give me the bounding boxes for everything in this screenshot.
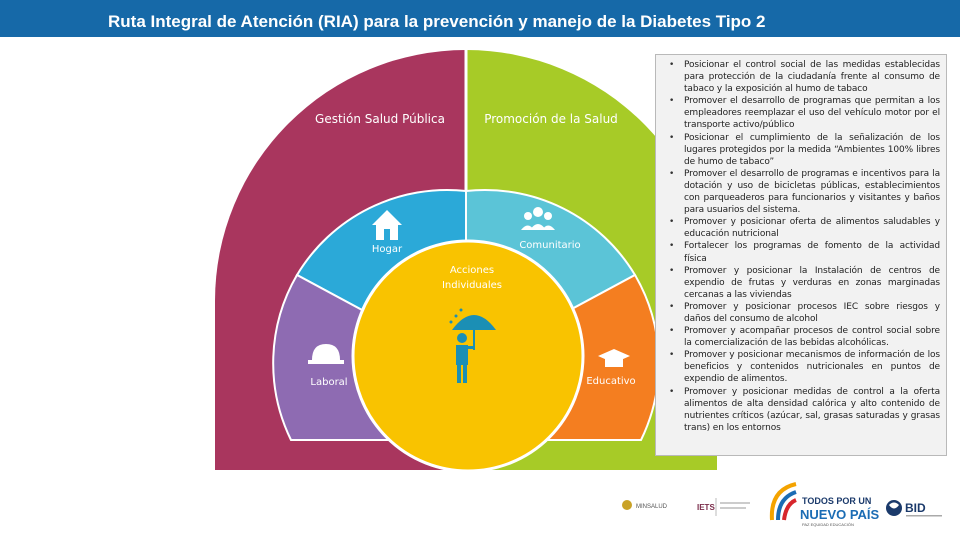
list-item: • Posicionar el control social de las medidas establecidas para protección de la ciudadanía frente al consumo de tabaco y la exposición al humo de tabaco: [666, 59, 940, 95]
iets-text: IETS: [697, 503, 715, 512]
nuevo-text: NUEVO PAÍS: [800, 507, 880, 522]
minsalud-logo: [622, 500, 668, 510]
list-item: • Promover el desarrollo de programas que permitan a los empleadores reemplazar el uso del vehículo motor por el transporte activo/público: [666, 95, 940, 131]
promocion-salud-label: Promoción de la Salud: [484, 112, 618, 126]
acciones-label-line2: Individuales: [441, 280, 503, 291]
bid-text: BID: [905, 501, 926, 515]
minsalud-text: MINSALUD: [636, 504, 668, 510]
list-item: • Promover y acompañar procesos de control social sobre la comercialización de las bebidas alcohólicas.: [666, 325, 940, 349]
list-item: • Promover y posicionar medidas de control a la oferta alimentos de alta densidad calórica y alto contenido de nutrientes críticos (azúcar, sal, grasas saturadas y grasas trans) en los entornos: [666, 386, 940, 434]
page-title: Ruta Integral de Atención (RIA) para la prevención y manejo de la Diabetes Tipo 2: [108, 12, 766, 31]
list-item: • Promover y posicionar la Instalación de centros de expendio de frutas y verduras en zonas marginadas cercanas a las viviendas: [666, 265, 940, 301]
todos-por-un-nuevo-pais-logo: [772, 484, 880, 527]
actions-list: [666, 59, 940, 434]
actions-list-box: [655, 54, 947, 456]
comunitario-label: Comunitario: [519, 240, 581, 251]
list-item: • Promover y posicionar oferta de alimentos saludables y educación nutricional: [666, 216, 940, 240]
hogar-label: Hogar: [371, 244, 403, 255]
bid-logo: [886, 500, 942, 517]
laboral-label: Laboral: [310, 377, 348, 388]
list-item: • Fortalecer los programas de fomento de la actividad física: [666, 240, 940, 264]
list-item: • Promover el desarrollo de programas e incentivos para la dotación y uso de bicicletas públicas, establecimientos con parqueaderos para funcionarios y visitantes y baños para usuarios del sistema.: [666, 168, 940, 216]
list-item: • Promover y posicionar mecanismos de información de los beneficios y contenidos nutricionales en puntos de expendio de alimentos.: [666, 349, 940, 385]
iets-logo: [697, 498, 750, 516]
educativo-label: Educativo: [586, 376, 636, 387]
tagline-text: PAZ EQUIDAD EDUCACIÓN: [802, 522, 854, 527]
list-item: • Posicionar el cumplimiento de la señalización de los lugares protegidos por la medida “Ambientes 100% libres de humo de tabaco”: [666, 132, 940, 168]
gestion-salud-publica-label: Gestión Salud Pública: [315, 112, 445, 126]
todos-text: TODOS POR UN: [802, 496, 872, 506]
acciones-label-line1: Acciones: [449, 265, 495, 276]
list-item: • Promover y posicionar procesos IEC sobre riesgos y daños del consumo de alcohol: [666, 301, 940, 325]
